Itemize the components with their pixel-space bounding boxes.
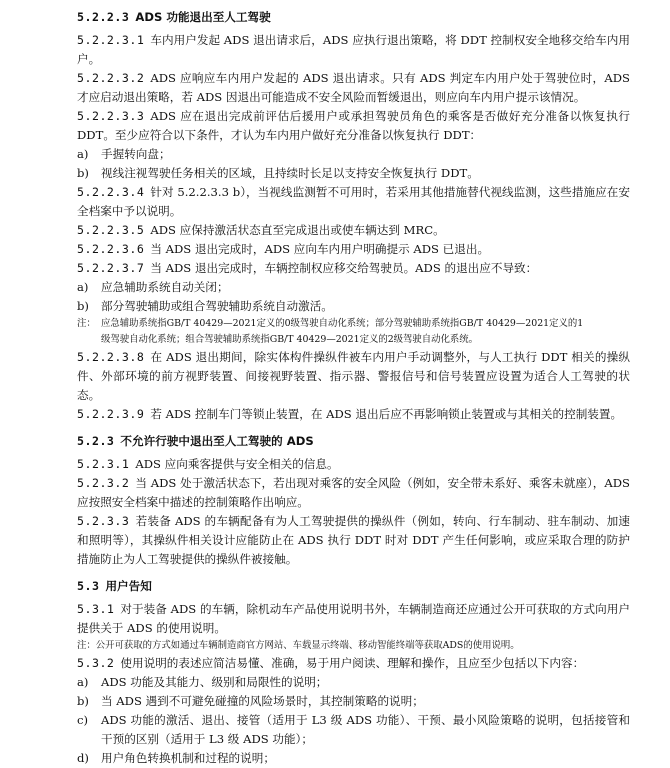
clause-5-2-3-1: 5.2.3.1 ADS 应向乘客提供与安全相关的信息。 — [77, 457, 339, 471]
clause-5-2-2-3-3: 5.2.2.3.3 ADS 应在退出完成前评估后援用户或承担驾驶员角色的乘客是否做好充分准备以恢复执行 DDT。至少应符合以下条件，才认为车内用户做好充分准备以恢复执行 DDT： — [77, 109, 630, 142]
clause-5-2-2-3-8: 5.2.2.3.8 在 ADS 退出期间，除实体构件操纵件被车内用户手动调整外，与人工执行 DDT 相关的操纵件、外部环境的前方视野装置、间接视野装置、指示器、警报信号和信号装置应设置为适合人工驾驶的状态。 — [77, 350, 630, 402]
list-item: b) 当 ADS 遇到不可避免碰撞的风险场景时，其控制策略的说明； — [77, 694, 424, 708]
list-item: d) 用户角色转换机制和过程的说明； — [77, 751, 275, 765]
section-heading-5-2-3: 5.2.3 不允许行驶中退出至人工驾驶的 ADS — [77, 434, 314, 448]
list-item: b) 部分驾驶辅助或组合驾驶辅助系统自动激活。 — [77, 299, 333, 313]
section-heading-5-2-2-3: 5.2.2.3 ADS 功能退出至人工驾驶 — [77, 10, 271, 24]
clause-5-2-2-3-5: 5.2.2.3.5 ADS 应保持激活状态直至完成退出或使车辆达到 MRC。 — [77, 223, 445, 237]
list-item: c) ADS 功能的激活、退出、接管（适用于 L3 级 ADS 功能）、干预、最小风险策略的说明，包括接管和干预的区别（适用于 L3 级 ADS 功能）； — [77, 713, 630, 746]
clause-5-2-2-3-7: 5.2.2.3.7 当 ADS 退出完成时，车辆控制权应移交给驾驶员。ADS 的退出应不导致： — [77, 261, 538, 275]
list-item: a) ADS 功能及其能力、级别和局限性的说明； — [77, 675, 328, 689]
clause-5-2-2-3-6: 5.2.2.3.6 当 ADS 退出完成时，ADS 应向车内用户明确提示 ADS 已退出。 — [77, 242, 490, 256]
clause-5-2-2-3-1: 5.2.2.3.1 车内用户发起 ADS 退出请求后，ADS 应执行退出策略，将 DDT 控制权安全地移交给车内用户。 — [77, 33, 630, 66]
section-heading-5-3: 5.3 用户告知 — [77, 579, 152, 593]
clause-5-2-2-3-9: 5.2.2.3.9 若 ADS 控制车门等锁止装置，在 ADS 退出后应不再影响锁止装置或与其相关的控制装置。 — [77, 407, 623, 421]
list-item: b) 视线注视驾驶任务相关的区域，且持续时长足以支持安全恢复执行 DDT。 — [77, 166, 479, 180]
clause-5-2-3-3: 5.2.3.3 若装备 ADS 的车辆配备有为人工驾驶提供的操纵件（例如，转向、行车制动、驻车制动、加速和照明等），其操纵件相关设计应能防止在 ADS 执行 DDT 时对 DDT 产生任何影响，或应采取合理的防护措施防止为人工驾驶提供的操纵件被接触。 — [77, 514, 630, 566]
clause-5-3-2: 5.3.2 使用说明的表述应简洁易懂、准确，易于用户阅读、理解和操作，且应至少包括以下内容： — [77, 656, 585, 670]
clause-5-2-2-3-2: 5.2.2.3.2 ADS 应响应车内用户发起的 ADS 退出请求。只有 ADS 判定车内用户处于驾驶位时，ADS 才应启动退出策略，若 ADS 因退出可能造成不安全风险而暂缓退出，则应向车内用户提示该情况。 — [77, 71, 630, 104]
clause-5-2-3-2: 5.2.3.2 当 ADS 处于激活状态下，若出现对乘客的安全风险（例如，安全带未系好、乘客未就座），ADS 应按照安全档案中描述的控制策略作出响应。 — [77, 476, 630, 509]
clause-5-2-2-3-4: 5.2.2.3.4 针对 5.2.2.3.3 b），当视线监测暂不可用时，若采用其他措施替代视线监测，这些措施应在安全档案中予以说明。 — [77, 185, 630, 218]
note: 注： 应急辅助系统指GB/T 40429—2021定义的0级驾驶自动化系统；部分驾驶辅助系统指GB/T 40429—2021定义的1 级驾驶自动化系统；组合驾驶辅助系统指GB/T 40429—2021定义的2级驾驶自动化系统。 — [77, 318, 584, 345]
list-item: a) 应急辅助系统自动关闭； — [77, 280, 229, 294]
clause-5-3-1: 5.3.1 对于装备 ADS 的车辆，除机动车产品使用说明书外，车辆制造商还应通过公开可获取的方式向用户提供关于 ADS 的使用说明。 — [77, 602, 630, 635]
note: 注：公开可获取的方式如通过车辆制造商官方网站、车载显示终端、移动智能终端等获取ADS的使用说明。 — [77, 640, 520, 651]
list-item: a) 手握转向盘； — [77, 147, 171, 161]
